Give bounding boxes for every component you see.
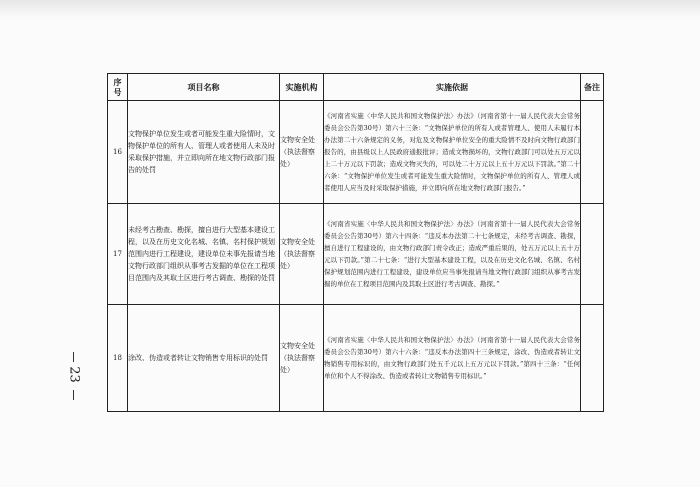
page-number-dash-bottom [73, 390, 74, 400]
row-basis: 《河南省实施〈中华人民共和国文物保护法〉办法》（河南省第十一届人民代表大会常务委员会公告第30号）第六十六条：“违反本办法第四十三条规定，涂改、伪造或者转让文物销售专用标识的，由文物行政部门处五千元以上五万元以下罚款。”第四十三条：“任何单位和个人不得涂改、伪造或者转让文物销售专用标识。” [324, 305, 581, 412]
table-row [108, 305, 604, 412]
row-item-name: 涂改、伪造或者转让文物销售专用标识的处罚 [128, 305, 280, 412]
header-legal-basis: 实施依据 [324, 74, 581, 101]
row-note [581, 204, 604, 305]
header-implementing-org: 实施机构 [280, 74, 324, 101]
row-org: 文物安全处（执法督察处） [280, 305, 324, 412]
row-seq: 17 [108, 204, 128, 305]
scan-shadow [0, 0, 700, 18]
header-seq [108, 74, 128, 101]
row-seq: 16 [108, 101, 128, 204]
table-row [108, 204, 604, 305]
page-number-text: 23 [66, 366, 82, 383]
row-note [581, 305, 604, 412]
enforcement-table [107, 73, 604, 412]
row-basis: 《河南省实施〈中华人民共和国文物保护法〉办法》（河南省第十一届人民代表大会常务委员会公告第30号）第六十三条：“文物保护单位的所有人或者管理人、使用人未履行本办法第二十六条规定的义务，对危及文物保护单位安全的重大险情不及时向文物行政部门报告的，由县级以上人民政府通报批评；造成文物损坏的，文物行政部门可以处五万元以上二十万元以下罚款；造成文物灭失的，可以处二十万元以上五十万元以下罚款。”第二十六条：“文物保护单位发生或者可能发生重大险情时，文物保护单位的所有人、管理人或者使用人应当及时采取保护措施，并立即向所在地文物行政部门报告。” [324, 101, 581, 204]
page-number-dash-top [73, 352, 74, 362]
header-seq-line1: 序 [113, 77, 122, 87]
table-header-row [108, 74, 604, 101]
header-note: 备注 [581, 74, 604, 101]
table-row [108, 101, 604, 204]
row-item-name: 未经考古勘查、勘探，擅自进行大型基本建设工程，以及在历史文化名城、名镇、名村保护规划范围内进行工程建设，建设单位未事先报请当地文物行政部门组织从事考古发掘的单位在工程项目范围内及其取土区进行考古调查、勘探的处罚 [128, 204, 280, 305]
row-org: 文物安全处（执法督察处） [280, 101, 324, 204]
header-item-name: 项目名称 [128, 74, 280, 101]
header-seq-line2: 号 [113, 87, 122, 97]
row-basis: 《河南省实施〈中华人民共和国文物保护法〉办法》（河南省第十一届人民代表大会常务委员会公告第30号）第六十四条：“违反本办法第二十七条规定，未经考古调查、勘探，擅自进行工程建设的，由文物行政部门责令改正；造成严重后果的，处五万元以上五十万元以下罚款。”第二十七条：“进行大型基本建设工程，以及在历史文化名城、名镇、名村保护规划范围内进行工程建设，建设单位应当事先报请当地文物行政部门组织从事考古发掘的单位在工程项目范围内及其取土区进行考古调查、勘探。” [324, 204, 581, 305]
row-seq: 18 [108, 305, 128, 412]
row-note [581, 101, 604, 204]
row-item-name: 文物保护单位发生或者可能发生重大险情时，文物保护单位的所有人、管理人或者使用人未及时采取保护措施，并立即向所在地文物行政部门报告的处罚 [128, 101, 280, 204]
row-org: 文物安全处（执法督察处） [280, 204, 324, 305]
page-number [55, 352, 95, 400]
